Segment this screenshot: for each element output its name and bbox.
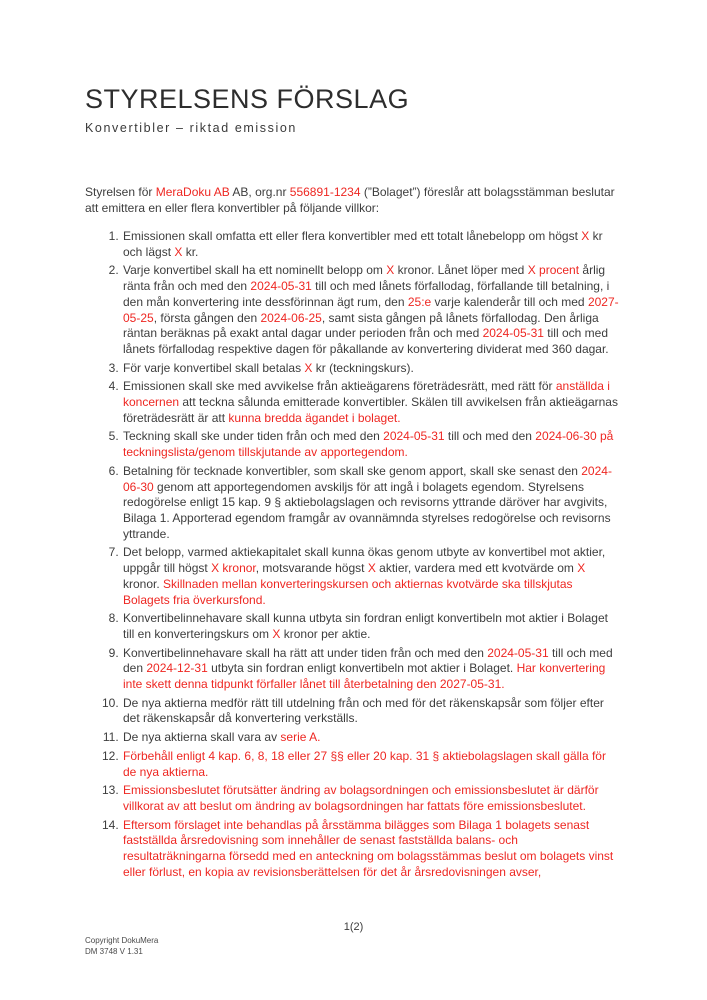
text-segment: (”Bolaget”) föreslår att bolagsstämman beslutar att emittera en eller flera konvertibler på följande villkor: xyxy=(85,185,615,216)
placeholder-segment: Har konvertering inte skett denna tidpunkt förfaller lånet till återbetalning den 2027-05-31. xyxy=(123,661,606,692)
placeholder-segment: 2024-05-31 xyxy=(482,326,544,341)
text-segment: , första gången den xyxy=(153,310,261,325)
text-segment: De nya aktierna medför rätt till utdelning från och med för det räkenskapsår som följer efter det räkenskapsår då konvertering verkställs. xyxy=(123,695,604,726)
text-segment: till och med den xyxy=(444,429,536,444)
placeholder-segment: X kronor xyxy=(211,561,256,576)
placeholder-segment: Eftersom förslaget inte behandlas på årsstämma bilägges som Bilaga 1 bolagets senast fastställda årsredovisning som innehåller de senast fastställda balans- och resultaträkningarna försedd med en anteckning om bolagsstämmas beslut om bolagets vinst eller förlust, en kopia av revisionsberättelsen för det år årsredovisningen avser, xyxy=(123,817,614,879)
placeholder-segment: 2024-05-31 xyxy=(383,429,445,444)
text-segment: kronor per aktie. xyxy=(280,626,371,641)
placeholder-segment: MeraDoku AB xyxy=(155,185,230,200)
term-item xyxy=(122,730,622,746)
text-segment: , motsvarande högst xyxy=(255,561,368,576)
placeholder-segment: X xyxy=(174,244,183,259)
placeholder-segment: 25:e xyxy=(407,294,432,309)
text-segment: Konvertibelinnehavare skall ha rätt att under tiden från och med den xyxy=(123,645,488,660)
term-item xyxy=(122,361,622,377)
placeholder-segment: på teckningslista/genom tillskjutande av apportegendom. xyxy=(123,429,614,460)
placeholder-segment: Skillnaden mellan konverteringskursen och aktiernas kvotvärde ska tillskjutas Bolagets fria överkursfond. xyxy=(123,576,573,607)
placeholder-segment: Förbehåll enligt 4 kap. 6, 8, 18 eller 27 §§ eller 20 kap. 31 § aktiebolagslagen skall gälla för de nya aktierna. xyxy=(123,748,606,779)
placeholder-segment: 2024-06-30 xyxy=(535,429,597,444)
term-item xyxy=(122,696,622,727)
term-item xyxy=(122,818,622,881)
term-item xyxy=(122,783,622,814)
text-segment: genom att apportegendomen avskiljs för att ingå i bolagets egendom. Styrelsens redogörelse enligt 15 kap. 9 § aktiebolagslagen och revisorns yttrande däröver har avgivits, Bilaga 1. Apporterad egendom framgår av ovannämnda styrelses redogörelse och revisorns yttrande. xyxy=(123,479,611,541)
placeholder-segment: 2024-06-30 xyxy=(123,463,612,494)
text-segment: kr. xyxy=(182,244,199,259)
text-segment: Det belopp, varmed aktiekapitalet skall kunna ökas genom utbyte av konvertibel mot aktier, uppgår till högst xyxy=(123,545,606,576)
text-segment: Emissionen skall omfatta ett eller flera konvertibler med ett totalt lånebelopp om högst xyxy=(123,229,582,244)
text-segment: Emissionen skall ske med avvikelse från aktieägarens företrädesrätt, med rätt för xyxy=(123,379,556,394)
text-segment: att teckna sålunda emitterade konvertibler. Skälen till avvikelsen från aktieägarnas företrädesrätt är att xyxy=(123,395,618,425)
document-subtitle: Konvertibler – riktad emission xyxy=(85,121,297,136)
term-item xyxy=(122,429,622,460)
text-segment: Betalning för tecknade konvertibler, som skall ske genom apport, skall ske senast den xyxy=(123,463,582,478)
text-segment: Varje konvertibel skall ha ett nominellt belopp om xyxy=(123,263,387,278)
placeholder-segment: 556891-1234 xyxy=(289,185,361,200)
text-segment: årlig ränta från och med den xyxy=(123,263,606,294)
placeholder-segment: 2024-06-25 xyxy=(260,310,322,325)
document-title: STYRELSENS FÖRSLAG xyxy=(85,84,410,114)
placeholder-segment: 2024-05-31 xyxy=(250,279,312,294)
text-segment: kronor. xyxy=(123,576,164,591)
text-segment: varje kalenderår till och med xyxy=(431,294,588,309)
text-segment: Styrelsen för xyxy=(85,185,156,200)
placeholder-segment: X procent xyxy=(527,263,580,278)
text-segment: Konvertibelinnehavare skall kunna utbyta sin fordran enligt konvertibeln mot aktier i Bolaget till en konverteringskurs om xyxy=(123,611,608,641)
placeholder-segment: kunna bredda ägandet i bolaget. xyxy=(228,410,401,425)
placeholder-segment: X xyxy=(577,561,586,576)
placeholder-segment: 2024-12-31 xyxy=(146,661,208,676)
term-item xyxy=(122,263,622,357)
intro-paragraph xyxy=(85,184,622,216)
placeholder-segment: serie A. xyxy=(280,730,321,745)
copyright-block xyxy=(85,936,158,957)
terms-list xyxy=(85,229,622,880)
placeholder-segment: Emissionsbeslutet förutsätter ändring av bolagsordningen och emissionsbeslutet är därför villkorat av att beslut om ändring av bolagsordningen har fattats före emissionsbeslutet. xyxy=(123,783,599,813)
text-segment: Teckning skall ske under tiden från och med den xyxy=(123,429,384,444)
text-segment: till och med den xyxy=(123,645,613,676)
placeholder-segment: X xyxy=(581,229,590,244)
text-segment: De nya aktierna skall vara av xyxy=(123,730,281,745)
placeholder-segment: X xyxy=(272,626,281,641)
placeholder-segment: 2027-05-25 xyxy=(123,294,619,325)
term-item xyxy=(122,611,622,642)
placeholder-segment: X xyxy=(367,561,376,576)
term-item xyxy=(122,229,622,260)
text-segment: kr (teckningskurs). xyxy=(312,360,414,375)
term-item xyxy=(122,379,622,426)
text-segment: till och med lånets förfallodag respektive dagen för påkallande av konvertering dividerat med 360 dagar. xyxy=(123,326,609,356)
text-segment: till och med lånets förfallodag, förfallande till betalning, i den mån konvertering inte dessförinnan ägt rum, den xyxy=(123,279,610,309)
copyright-line: Copyright DokuMera xyxy=(85,936,159,945)
text-segment: aktier, vardera med ett kvotvärde om xyxy=(375,561,578,576)
text-segment: kronor. Lånet löper med xyxy=(394,263,528,278)
placeholder-segment: X xyxy=(304,360,313,375)
term-item xyxy=(122,646,622,693)
text-segment: AB, org.nr xyxy=(229,185,290,200)
page-number: 1(2) xyxy=(343,921,364,933)
text-segment: För varje konvertibel skall betalas xyxy=(123,360,305,375)
placeholder-segment: 2024-05-31 xyxy=(487,645,549,660)
text-segment: utbyta sin fordran enligt konvertibeln mot aktier i Bolaget. xyxy=(207,661,517,676)
text-segment: , samt sista gången på lånets förfallodag. Den årliga räntan beräknas på exakt antal dagar under perioden från och med xyxy=(123,310,599,341)
term-item xyxy=(122,545,622,608)
term-item xyxy=(122,749,622,780)
placeholder-segment: X xyxy=(386,263,395,278)
placeholder-segment: anställda i koncernen xyxy=(123,379,610,410)
text-segment: kr och lägst xyxy=(123,229,603,259)
term-item xyxy=(122,464,622,543)
version-line: DM 3748 V 1.31 xyxy=(85,946,143,956)
